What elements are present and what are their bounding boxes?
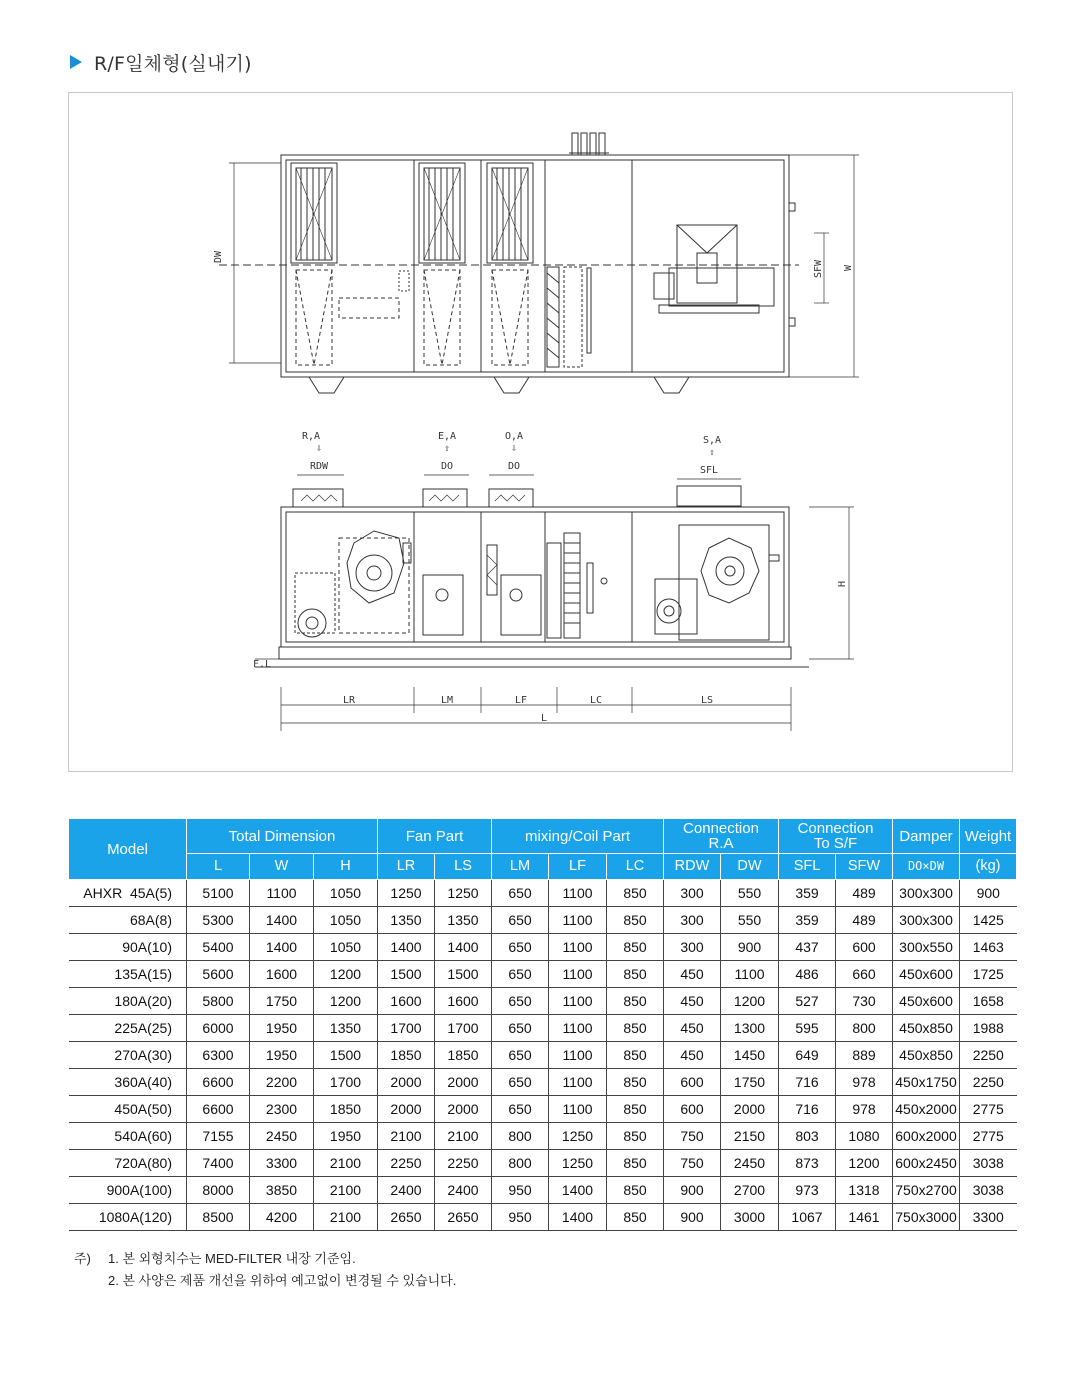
table-cell: 650 [492, 907, 549, 934]
table-cell: 300 [664, 880, 721, 907]
table-cell: 1100 [549, 907, 607, 934]
table-cell: 2300 [250, 1096, 314, 1123]
table-cell: 1725 [960, 961, 1017, 988]
table-cell: 1600 [250, 961, 314, 988]
table-cell: 600 [664, 1096, 721, 1123]
dim-label-dw: DW [213, 250, 224, 263]
table-cell: 650 [492, 880, 549, 907]
table-cell: 1200 [314, 961, 378, 988]
table-cell: 650 [492, 1015, 549, 1042]
table-cell: 450x600 [893, 988, 960, 1015]
model-cell: AHXR 45A(5) [69, 880, 187, 907]
table-cell: 1250 [378, 880, 435, 907]
table-cell: 450 [664, 988, 721, 1015]
table-cell: 1400 [378, 934, 435, 961]
table-cell: 8000 [187, 1177, 250, 1204]
table-cell: 1100 [549, 988, 607, 1015]
table-cell: 1700 [314, 1069, 378, 1096]
table-cell: 1050 [314, 907, 378, 934]
table-cell: 1250 [549, 1150, 607, 1177]
table-cell: 1100 [549, 880, 607, 907]
table-cell: 850 [607, 1096, 664, 1123]
model-cell: 1080A(120) [69, 1204, 187, 1231]
table-cell: 450x850 [893, 1015, 960, 1042]
subheader-cell: (kg) [960, 854, 1017, 880]
table-cell: 1850 [435, 1042, 492, 1069]
table-cell: 5300 [187, 907, 250, 934]
table-cell: 900 [721, 934, 779, 961]
table-cell: 650 [492, 988, 549, 1015]
flow-ra-arrow: ⇩ [315, 443, 323, 454]
table-cell: 2450 [250, 1123, 314, 1150]
table-cell: 850 [607, 1042, 664, 1069]
model-cell: 225A(25) [69, 1015, 187, 1042]
col-group-fan-part: Fan Part [378, 819, 492, 854]
flow-sa-dim: SFL [699, 465, 719, 476]
model-cell: 720A(80) [69, 1150, 187, 1177]
table-cell: 1100 [549, 1069, 607, 1096]
table-cell: 850 [607, 1069, 664, 1096]
table-cell: 3850 [250, 1177, 314, 1204]
flow-sa-arrow: ⇧ [708, 447, 716, 458]
table-cell: 359 [779, 907, 836, 934]
dim-label-lc: LC [589, 695, 603, 706]
dim-label-ls: LS [700, 695, 714, 706]
table-cell: 750 [664, 1123, 721, 1150]
table-cell: 850 [607, 907, 664, 934]
table-row [69, 1123, 1017, 1150]
table-cell: 450 [664, 1015, 721, 1042]
note-row [74, 1246, 456, 1268]
col-group-mixing-coil: mixing/Coil Part [492, 819, 664, 854]
table-cell: 450x1750 [893, 1069, 960, 1096]
table-cell: 2400 [378, 1177, 435, 1204]
col-group-total-dimension: Total Dimension [187, 819, 378, 854]
flow-ea-dim: DO [440, 461, 454, 472]
dim-label-lr: LR [342, 695, 356, 706]
table-cell: 1750 [721, 1069, 779, 1096]
dim-label-lf: LF [514, 695, 528, 706]
table-cell: 1080 [836, 1123, 893, 1150]
table-cell: 1067 [779, 1204, 836, 1231]
table-cell: 873 [779, 1150, 836, 1177]
col-group-damper: Damper [893, 819, 960, 854]
flow-labels [302, 431, 721, 476]
table-cell: 1500 [314, 1042, 378, 1069]
subheader-cell: DW [721, 854, 779, 880]
table-cell: 750x2700 [893, 1177, 960, 1204]
table-cell: 1100 [250, 880, 314, 907]
subheader-cell: LC [607, 854, 664, 880]
table-cell: 2000 [435, 1069, 492, 1096]
table-cell: 300x300 [893, 880, 960, 907]
table-cell: 3038 [960, 1177, 1017, 1204]
table-cell: 973 [779, 1177, 836, 1204]
dim-label-lm: LM [440, 695, 454, 706]
table-cell: 5800 [187, 988, 250, 1015]
flow-dim-lines [297, 475, 741, 479]
table-row [69, 880, 1017, 907]
subheader-cell: W [250, 854, 314, 880]
table-cell: 1250 [549, 1123, 607, 1150]
table-cell: 6000 [187, 1015, 250, 1042]
table-cell: 300 [664, 934, 721, 961]
table-cell: 2250 [435, 1150, 492, 1177]
table-cell: 978 [836, 1069, 893, 1096]
table-cell: 1400 [250, 907, 314, 934]
table-cell: 2775 [960, 1123, 1017, 1150]
table-cell: 850 [607, 880, 664, 907]
table-cell: 489 [836, 907, 893, 934]
table-cell: 650 [492, 1096, 549, 1123]
table-cell: 600x2450 [893, 1150, 960, 1177]
note-line-1: 1. 본 외형치수는 MED-FILTER 내장 기준임. [108, 1250, 356, 1266]
table-cell: 850 [607, 961, 664, 988]
subheader-cell: LF [549, 854, 607, 880]
flow-ra-dim: RDW [309, 461, 329, 472]
bottom-dim-labels [343, 695, 713, 724]
table-cell: 450x600 [893, 961, 960, 988]
table-row [69, 1069, 1017, 1096]
table-cell: 1700 [378, 1015, 435, 1042]
unit-drawing-svg [69, 93, 1012, 771]
note-prefix: 주) [74, 1250, 91, 1266]
dim-label-fl: F.L [253, 659, 272, 670]
table-row [69, 1177, 1017, 1204]
table-cell: 750x3000 [893, 1204, 960, 1231]
flow-oa-dim: DO [507, 461, 521, 472]
table-row [69, 907, 1017, 934]
subheader-cell: LS [435, 854, 492, 880]
table-cell: 550 [721, 880, 779, 907]
table-cell: 1100 [721, 961, 779, 988]
table-cell: 1200 [721, 988, 779, 1015]
table-cell: 1500 [435, 961, 492, 988]
table-row [69, 1204, 1017, 1231]
table-cell: 1950 [250, 1042, 314, 1069]
table-cell: 3300 [250, 1150, 314, 1177]
table-cell: 2000 [378, 1096, 435, 1123]
flow-oa-arrow: ⇩ [510, 443, 518, 454]
table-cell: 900 [960, 880, 1017, 907]
spec-table [68, 818, 1017, 1231]
dim-label-h: H [837, 580, 848, 587]
table-cell: 950 [492, 1177, 549, 1204]
table-cell: 1600 [378, 988, 435, 1015]
table-row [69, 961, 1017, 988]
table-cell: 1318 [836, 1177, 893, 1204]
table-cell: 437 [779, 934, 836, 961]
table-cell: 6600 [187, 1096, 250, 1123]
model-cell: 68A(8) [69, 907, 187, 934]
table-cell: 6300 [187, 1042, 250, 1069]
subheader-cell: H [314, 854, 378, 880]
subheader-cell: L [187, 854, 250, 880]
table-cell: 850 [607, 988, 664, 1015]
table-cell: 850 [607, 1177, 664, 1204]
plan-view [213, 133, 859, 393]
table-cell: 1400 [549, 1204, 607, 1231]
table-cell: 800 [492, 1150, 549, 1177]
table-cell: 1350 [314, 1015, 378, 1042]
table-cell: 2000 [721, 1096, 779, 1123]
table-cell: 900 [664, 1177, 721, 1204]
table-cell: 1700 [435, 1015, 492, 1042]
table-cell: 6600 [187, 1069, 250, 1096]
table-cell: 595 [779, 1015, 836, 1042]
model-cell: 450A(50) [69, 1096, 187, 1123]
table-cell: 1500 [378, 961, 435, 988]
table-row [69, 988, 1017, 1015]
table-cell: 1850 [314, 1096, 378, 1123]
table-cell: 850 [607, 1123, 664, 1150]
table-cell: 1100 [549, 934, 607, 961]
note-line-2: 2. 본 사양은 제품 개선을 위하여 예고없이 변경될 수 있습니다. [108, 1272, 457, 1288]
triangle-bullet-icon [70, 55, 82, 69]
table-cell: 450x2000 [893, 1096, 960, 1123]
table-cell: 7400 [187, 1150, 250, 1177]
table-cell: 600x2000 [893, 1123, 960, 1150]
table-cell: 1400 [549, 1177, 607, 1204]
table-cell: 1400 [250, 934, 314, 961]
section-header [70, 48, 252, 76]
table-row [69, 934, 1017, 961]
table-cell: 850 [607, 1015, 664, 1042]
notes [74, 1246, 456, 1290]
table-cell: 1463 [960, 934, 1017, 961]
table-cell: 1950 [314, 1123, 378, 1150]
table-row [69, 1042, 1017, 1069]
table-cell: 2250 [960, 1042, 1017, 1069]
table-cell: 359 [779, 880, 836, 907]
subheader-cell: RDW [664, 854, 721, 880]
col-group-connection-sf: Connection To S/F [779, 819, 893, 854]
table-cell: 1425 [960, 907, 1017, 934]
table-subheader-row [69, 854, 1017, 880]
table-cell: 950 [492, 1204, 549, 1231]
table-cell: 2700 [721, 1177, 779, 1204]
table-cell: 300x300 [893, 907, 960, 934]
table-cell: 850 [607, 934, 664, 961]
table-cell: 8500 [187, 1204, 250, 1231]
table-cell: 660 [836, 961, 893, 988]
model-cell: 270A(30) [69, 1042, 187, 1069]
table-cell: 750 [664, 1150, 721, 1177]
table-cell: 2400 [435, 1177, 492, 1204]
dim-label-w: W [843, 264, 854, 271]
table-cell: 5100 [187, 880, 250, 907]
table-cell: 900 [664, 1204, 721, 1231]
table-cell: 486 [779, 961, 836, 988]
table-cell: 1950 [250, 1015, 314, 1042]
table-cell: 1300 [721, 1015, 779, 1042]
table-cell: 2100 [314, 1150, 378, 1177]
col-group-connection-ra: Connection R.A [664, 819, 779, 854]
subheader-cell: DO×DW [893, 854, 960, 880]
table-cell: 2100 [314, 1177, 378, 1204]
subheader-cell: LM [492, 854, 549, 880]
table-cell: 450 [664, 961, 721, 988]
table-cell: 1461 [836, 1204, 893, 1231]
table-cell: 650 [492, 1042, 549, 1069]
table-cell: 2450 [721, 1150, 779, 1177]
table-cell: 4200 [250, 1204, 314, 1231]
flow-ra-label: R,A [301, 431, 321, 442]
table-cell: 2000 [435, 1096, 492, 1123]
table-cell: 2250 [378, 1150, 435, 1177]
table-cell: 850 [607, 1150, 664, 1177]
table-cell: 1350 [435, 907, 492, 934]
table-cell: 2100 [435, 1123, 492, 1150]
table-cell: 2000 [378, 1069, 435, 1096]
table-cell: 1750 [250, 988, 314, 1015]
table-cell: 600 [836, 934, 893, 961]
model-cell: 180A(20) [69, 988, 187, 1015]
flow-oa-label: O,A [504, 431, 524, 442]
table-cell: 800 [492, 1123, 549, 1150]
table-cell: 1250 [435, 880, 492, 907]
table-row [69, 1015, 1017, 1042]
dim-label-sfw: SFW [813, 259, 824, 278]
flow-ea-arrow: ⇧ [443, 443, 451, 454]
table-cell: 2100 [378, 1123, 435, 1150]
table-cell: 650 [492, 961, 549, 988]
table-cell: 730 [836, 988, 893, 1015]
table-cell: 300x550 [893, 934, 960, 961]
model-cell: 360A(40) [69, 1069, 187, 1096]
table-cell: 2150 [721, 1123, 779, 1150]
table-cell: 1050 [314, 934, 378, 961]
table-cell: 1100 [549, 961, 607, 988]
model-cell: 900A(100) [69, 1177, 187, 1204]
table-cell: 803 [779, 1123, 836, 1150]
col-group-weight: Weight [960, 819, 1017, 854]
table-cell: 2200 [250, 1069, 314, 1096]
section-title: R/F일체형(실내기) [94, 52, 252, 75]
dim-label-l: L [540, 713, 548, 724]
model-cell: 540A(60) [69, 1123, 187, 1150]
table-cell: 1600 [435, 988, 492, 1015]
table-cell: 3300 [960, 1204, 1017, 1231]
table-cell: 1400 [435, 934, 492, 961]
table-cell: 649 [779, 1042, 836, 1069]
table-cell: 650 [492, 1069, 549, 1096]
table-cell: 716 [779, 1069, 836, 1096]
table-cell: 550 [721, 907, 779, 934]
table-cell: 716 [779, 1096, 836, 1123]
table-cell: 450 [664, 1042, 721, 1069]
table-cell: 5400 [187, 934, 250, 961]
model-cell: 90A(10) [69, 934, 187, 961]
table-cell: 489 [836, 880, 893, 907]
table-header-row [69, 819, 1017, 854]
table-cell: 2100 [314, 1204, 378, 1231]
table-cell: 600 [664, 1069, 721, 1096]
table-cell: 850 [607, 1204, 664, 1231]
table-row [69, 1096, 1017, 1123]
table-cell: 650 [492, 934, 549, 961]
table-cell: 3000 [721, 1204, 779, 1231]
col-header-model: Model [69, 819, 187, 880]
table-cell: 1850 [378, 1042, 435, 1069]
subheader-cell: SFL [779, 854, 836, 880]
table-cell: 3038 [960, 1150, 1017, 1177]
table-cell: 1100 [549, 1096, 607, 1123]
note-row [74, 1268, 456, 1290]
table-cell: 300 [664, 907, 721, 934]
table-cell: 1100 [549, 1042, 607, 1069]
table-cell: 978 [836, 1096, 893, 1123]
table-cell: 1658 [960, 988, 1017, 1015]
table-cell: 527 [779, 988, 836, 1015]
table-cell: 1988 [960, 1015, 1017, 1042]
table-cell: 2650 [378, 1204, 435, 1231]
table-cell: 889 [836, 1042, 893, 1069]
table-cell: 450x850 [893, 1042, 960, 1069]
table-cell: 1350 [378, 907, 435, 934]
technical-drawing [68, 92, 1013, 772]
table-body [69, 880, 1017, 1231]
table-cell: 2650 [435, 1204, 492, 1231]
subheader-cell: LR [378, 854, 435, 880]
table-cell: 1450 [721, 1042, 779, 1069]
table-cell: 1100 [549, 1015, 607, 1042]
table-cell: 2250 [960, 1069, 1017, 1096]
table-cell: 5600 [187, 961, 250, 988]
table-cell: 1200 [314, 988, 378, 1015]
model-cell: 135A(15) [69, 961, 187, 988]
table-cell: 1050 [314, 880, 378, 907]
table-cell: 800 [836, 1015, 893, 1042]
flow-sa-label: S,A [702, 435, 722, 446]
table-row [69, 1150, 1017, 1177]
table-cell: 2775 [960, 1096, 1017, 1123]
table-cell: 7155 [187, 1123, 250, 1150]
table-cell: 1200 [836, 1150, 893, 1177]
flow-ea-label: E,A [437, 431, 457, 442]
subheader-cell: SFW [836, 854, 893, 880]
